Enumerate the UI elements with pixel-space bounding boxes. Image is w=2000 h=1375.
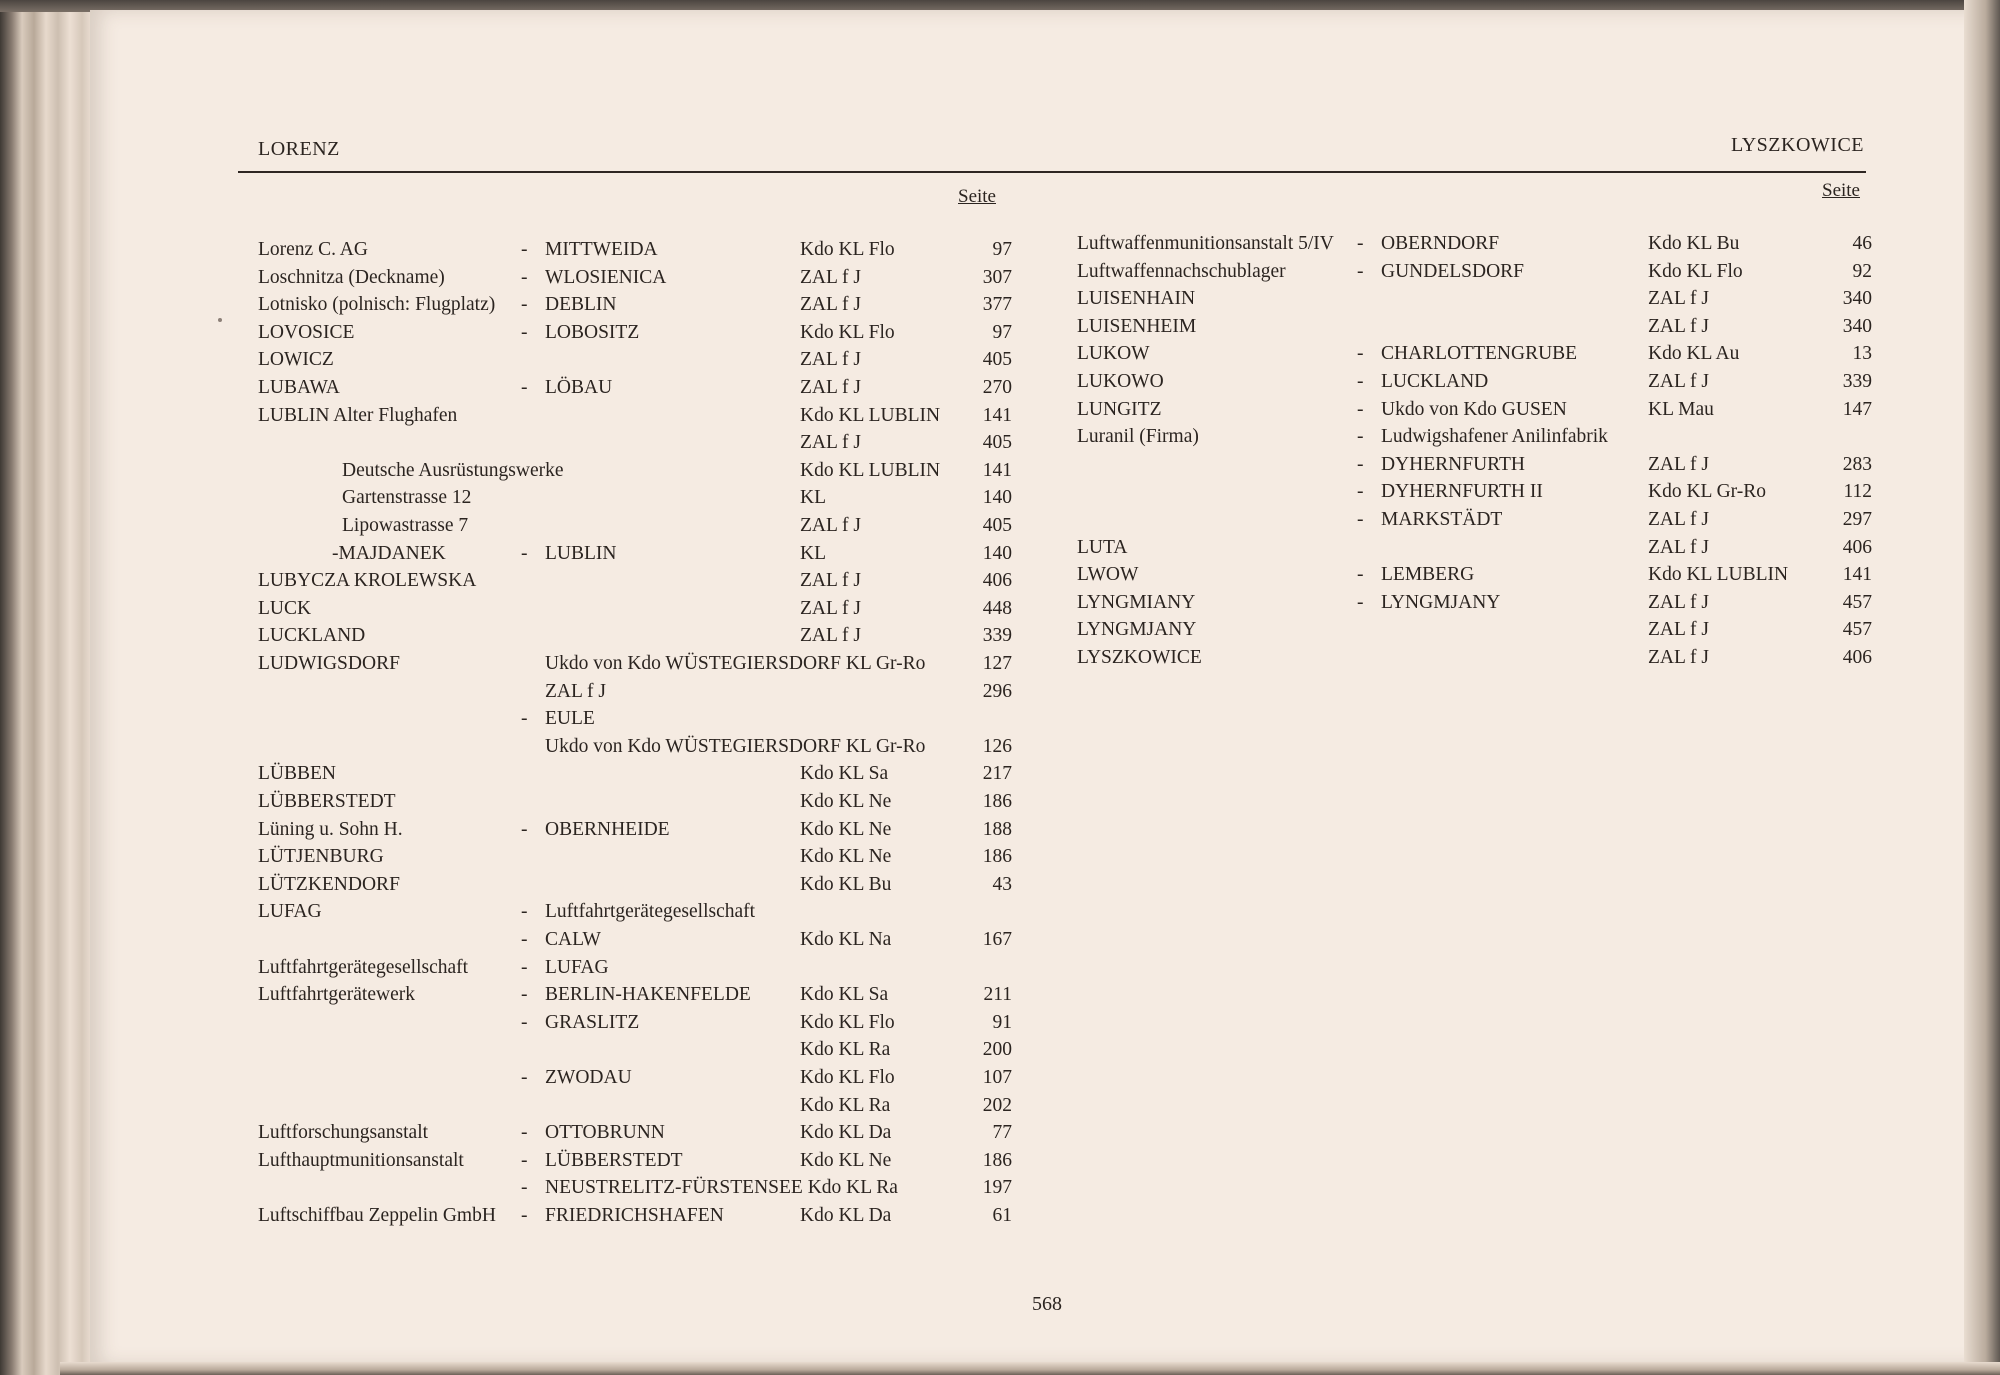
entry-page-number: 217 — [982, 763, 1012, 785]
entry-camp-ref: Kdo KL Na — [800, 929, 892, 950]
entry-dash: - — [521, 239, 528, 260]
entry-dash: - — [521, 377, 528, 398]
entry-page-number: 283 — [1842, 453, 1872, 475]
entry-dash: - — [1357, 233, 1364, 254]
entry-dash: - — [1357, 481, 1364, 503]
entry-page-number: 211 — [983, 984, 1012, 1006]
entry-page-number: 107 — [982, 1067, 1012, 1088]
entry-page-number: 270 — [982, 377, 1012, 398]
entry-page-number: 406 — [1842, 647, 1872, 668]
entry-camp-ref: KL — [800, 487, 826, 509]
entry-camp-ref: ZAL f J — [800, 432, 862, 454]
entry-page-number: 339 — [982, 625, 1012, 647]
entry-name: LYSZKOWICE — [1077, 647, 1202, 668]
entry-name: Luftwaffennachschublager — [1077, 260, 1286, 282]
entry-name: LWOW — [1077, 564, 1139, 586]
entry-page-number: 92 — [1852, 260, 1872, 282]
entry-name: Lufthauptmunitionsanstalt — [258, 1149, 464, 1171]
entry-location: MARKSTÄDT — [1381, 509, 1503, 530]
entry-location: ZAL f J — [545, 680, 607, 702]
entry-dash: - — [521, 1122, 528, 1144]
entry-name: Luranil (Firma) — [1077, 426, 1199, 448]
entry-name: Luftfahrtgerätegesellschaft — [258, 956, 469, 978]
entry-camp-ref: KL — [800, 542, 826, 564]
entry-camp-ref: ZAL f J — [800, 377, 862, 398]
entry-location: OTTOBRUNN — [545, 1122, 665, 1144]
entry-location: Ukdo von Kdo GUSEN — [1381, 398, 1567, 420]
entry-page-number: 340 — [1842, 288, 1872, 310]
entry-location: EULE — [545, 708, 595, 730]
entry-name: LUFAG — [258, 901, 322, 923]
entry-camp-ref: Kdo KL Sa — [800, 763, 889, 785]
entry-page-number: 112 — [1843, 481, 1872, 503]
entry-page-number: 141 — [982, 459, 1012, 481]
entry-page-number: 13 — [1852, 343, 1872, 365]
entry-page-number: 186 — [982, 846, 1012, 868]
entry-page-number: 197 — [982, 1177, 1012, 1199]
entry-page-number: 140 — [982, 487, 1012, 509]
entry-dash: - — [1357, 343, 1364, 365]
entry-dash: - — [1357, 564, 1364, 586]
entry-location: OBERNHEIDE — [545, 818, 670, 840]
entry-camp-ref: ZAL f J — [800, 294, 862, 316]
entry-camp-ref: Kdo KL Au — [1648, 343, 1740, 365]
entry-dash: - — [1357, 371, 1364, 392]
entry-dash: - — [521, 1205, 528, 1226]
entry-page-number: 405 — [982, 349, 1012, 371]
entry-location: Ukdo von Kdo WÜSTEGIERSDORF KL Gr-Ro — [545, 735, 926, 757]
entry-page-number: 339 — [1842, 371, 1872, 392]
seite-label-left: Seite — [958, 186, 996, 207]
entry-camp-ref: Kdo KL Ne — [800, 1149, 892, 1171]
entry-dash: - — [521, 1177, 528, 1199]
entry-page-number: 46 — [1852, 233, 1872, 254]
entry-page-number: 405 — [982, 432, 1012, 454]
entry-name: LUCKLAND — [258, 625, 366, 647]
entry-page-number: 340 — [1842, 315, 1872, 337]
entry-name: LUTA — [1077, 536, 1128, 558]
entry-location: DYHERNFURTH — [1381, 453, 1526, 475]
entry-page-number: 140 — [982, 542, 1012, 564]
entry-camp-ref: Kdo KL Flo — [800, 1067, 895, 1088]
entry-name: LYNGMJANY — [1077, 619, 1197, 641]
entry-name: LUNGITZ — [1077, 398, 1162, 420]
entry-page-number: 77 — [992, 1122, 1012, 1144]
entry-page-number: 307 — [982, 266, 1012, 288]
entry-name: Gartenstrasse 12 — [342, 487, 472, 509]
entry-page-number: 406 — [1842, 536, 1872, 558]
entry-name: Deutsche Ausrüstungswerke — [342, 459, 564, 481]
entry-dash: - — [521, 542, 528, 564]
entry-camp-ref: ZAL f J — [1648, 536, 1710, 558]
entry-camp-ref: Kdo KL Bu — [1648, 233, 1740, 254]
entry-name: LUCK — [258, 597, 312, 619]
seite-label-right: Seite — [1822, 180, 1860, 201]
paper-speck — [218, 318, 222, 322]
entry-camp-ref: Kdo KL LUBLIN — [800, 404, 941, 426]
entry-dash: - — [1357, 260, 1364, 282]
entry-location: Ukdo von Kdo WÜSTEGIERSDORF KL Gr-Ro — [545, 653, 926, 674]
entry-page-number: 200 — [982, 1039, 1012, 1061]
entry-name: Luftforschungsanstalt — [258, 1122, 429, 1144]
entry-page-number: 457 — [1842, 591, 1872, 613]
entry-dash: - — [521, 321, 528, 343]
entry-camp-ref: Kdo KL Ne — [800, 818, 892, 840]
entry-dash: - — [521, 956, 528, 978]
entry-page-number: 43 — [992, 873, 1012, 895]
entry-location: CHARLOTTENGRUBE — [1381, 343, 1578, 365]
entry-name: LUISENHEIM — [1077, 315, 1197, 337]
entry-camp-ref: Kdo KL Ne — [800, 846, 892, 868]
entry-location: OBERNDORF — [1381, 233, 1500, 254]
entry-camp-ref: ZAL f J — [800, 625, 862, 647]
running-header-right: LYSZKOWICE — [1731, 134, 1864, 156]
entry-camp-ref: Kdo KL LUBLIN — [800, 459, 941, 481]
entry-name: LUKOWO — [1077, 371, 1164, 392]
entry-camp-ref: ZAL f J — [800, 515, 862, 536]
entry-location: BERLIN-HAKENFELDE — [545, 984, 751, 1006]
entry-camp-ref: ZAL f J — [800, 349, 862, 371]
entry-camp-ref: Kdo KL Ra — [800, 1039, 891, 1061]
entry-location: ZWODAU — [545, 1067, 632, 1088]
entry-name: LYNGMIANY — [1077, 591, 1196, 613]
entry-dash: - — [521, 294, 528, 316]
book-right-edge — [1964, 0, 2000, 1375]
entry-name: Lipowastrasse 7 — [342, 515, 469, 536]
entry-dash: - — [521, 266, 528, 288]
entry-name: LOVOSICE — [258, 321, 355, 343]
entry-location: GUNDELSDORF — [1381, 260, 1525, 282]
entry-dash: - — [521, 1011, 528, 1033]
entry-dash: - — [521, 818, 528, 840]
entry-dash: - — [521, 901, 528, 923]
entry-page-number: 141 — [1842, 564, 1872, 586]
entry-camp-ref: Kdo KL Flo — [800, 321, 895, 343]
entry-location: LUFAG — [545, 956, 609, 978]
entry-page-number: 61 — [992, 1205, 1012, 1226]
entry-location: MITTWEIDA — [545, 239, 658, 260]
entry-camp-ref: Kdo KL Da — [800, 1122, 892, 1144]
entry-name: Lüning u. Sohn H. — [258, 818, 403, 840]
entry-name: LÜTJENBURG — [258, 846, 384, 868]
entry-dash: - — [1357, 453, 1364, 475]
entry-camp-ref: ZAL f J — [800, 266, 862, 288]
entry-name: Lotnisko (polnisch: Flugplatz) — [258, 294, 496, 316]
entry-location: LEMBERG — [1381, 564, 1475, 586]
header-rule — [238, 171, 1866, 173]
book-page-edges — [0, 0, 95, 1375]
entry-name: Luftwaffenmunitionsanstalt 5/IV — [1077, 233, 1334, 254]
entry-page-number: 377 — [982, 294, 1012, 316]
entry-dash: - — [1357, 426, 1364, 448]
entry-camp-ref: ZAL f J — [1648, 315, 1710, 337]
entry-name: LUDWIGSDORF — [258, 653, 400, 674]
entry-camp-ref: ZAL f J — [1648, 453, 1710, 475]
entry-location: DEBLIN — [545, 294, 617, 316]
entry-dash: - — [1357, 509, 1364, 530]
entry-page-number: 141 — [982, 404, 1012, 426]
entry-camp-ref: Kdo KL Bu — [800, 873, 892, 895]
entry-name: Lorenz C. AG — [258, 239, 368, 260]
entry-name: LUKOW — [1077, 343, 1150, 365]
entry-page-number: 405 — [982, 515, 1012, 536]
entry-name: LÜTZKENDORF — [258, 873, 400, 895]
entry-location: WLOSIENICA — [545, 266, 667, 288]
entry-camp-ref: Kdo KL Gr-Ro — [1648, 481, 1767, 503]
entry-location: DYHERNFURTH II — [1381, 481, 1543, 503]
entry-camp-ref: ZAL f J — [1648, 591, 1710, 613]
entry-location: FRIEDRICHSHAFEN — [545, 1205, 724, 1226]
entry-dash: - — [521, 1067, 528, 1088]
entry-page-number: 186 — [982, 791, 1012, 812]
entry-camp-ref: ZAL f J — [1648, 619, 1710, 641]
entry-location: Ludwigshafener Anilinfabrik — [1381, 426, 1608, 448]
entry-name: Luftfahrtgerätewerk — [258, 984, 415, 1006]
entry-camp-ref: Kdo KL Sa — [800, 984, 889, 1006]
entry-page-number: 167 — [982, 929, 1012, 950]
entry-location: LÖBAU — [545, 377, 613, 398]
entry-page-number: 406 — [982, 570, 1012, 592]
entry-name: Luftschiffbau Zeppelin GmbH — [258, 1205, 496, 1226]
entry-page-number: 97 — [992, 239, 1012, 260]
entry-camp-ref: ZAL f J — [1648, 509, 1710, 530]
entry-location: GRASLITZ — [545, 1011, 640, 1033]
entry-name: LUISENHAIN — [1077, 288, 1196, 310]
entry-location: NEUSTRELITZ-FÜRSTENSEE Kdo KL Ra — [545, 1177, 898, 1199]
entry-page-number: 457 — [1842, 619, 1872, 641]
entry-name: LUBYCZA KROLEWSKA — [258, 570, 477, 592]
entry-name: Loschnitza (Deckname) — [258, 266, 445, 288]
entry-location: LUCKLAND — [1381, 371, 1489, 392]
entry-location: CALW — [545, 929, 601, 950]
entry-camp-ref: Kdo KL LUBLIN — [1648, 564, 1789, 586]
entry-page-number: 448 — [982, 597, 1012, 619]
entry-name: LUBLIN Alter Flughafen — [258, 404, 458, 426]
entry-camp-ref: Kdo KL Ra — [800, 1094, 891, 1116]
entry-location: LÜBBERSTEDT — [545, 1149, 683, 1171]
entry-location: LOBOSITZ — [545, 321, 640, 343]
entry-page-number: 126 — [982, 735, 1012, 757]
book-bottom-edge — [60, 1362, 2000, 1375]
entry-name: LÜBBEN — [258, 763, 336, 785]
entry-camp-ref: KL Mau — [1648, 398, 1714, 420]
entry-camp-ref: Kdo KL Ne — [800, 791, 892, 812]
entry-dash: - — [521, 984, 528, 1006]
entry-name: LUBAWA — [258, 377, 340, 398]
entry-location: LUBLIN — [545, 542, 617, 564]
entry-camp-ref: ZAL f J — [1648, 371, 1710, 392]
entry-page-number: 147 — [1842, 398, 1872, 420]
entry-dash: - — [521, 1149, 528, 1171]
entry-page-number: 186 — [982, 1149, 1012, 1171]
entry-page-number: 188 — [982, 818, 1012, 840]
entry-name: LÜBBERSTEDT — [258, 791, 396, 812]
entry-camp-ref: ZAL f J — [1648, 288, 1710, 310]
entry-name: -MAJDANEK — [332, 542, 446, 564]
entry-page-number: 202 — [982, 1094, 1012, 1116]
entry-dash: - — [521, 708, 528, 730]
entry-location: Luftfahrtgerätegesellschaft — [545, 901, 756, 923]
entry-camp-ref: Kdo KL Flo — [1648, 260, 1743, 282]
running-header-left: LORENZ — [258, 138, 340, 160]
entry-camp-ref: Kdo KL Flo — [800, 1011, 895, 1033]
page-number: 568 — [1032, 1293, 1062, 1315]
entry-page-number: 296 — [982, 680, 1012, 702]
entry-page-number: 297 — [1842, 509, 1872, 530]
entry-name: LOWICZ — [258, 349, 334, 371]
entry-camp-ref: ZAL f J — [800, 597, 862, 619]
entry-page-number: 127 — [982, 653, 1012, 674]
entry-camp-ref: ZAL f J — [1648, 647, 1710, 668]
entry-page-number: 97 — [992, 321, 1012, 343]
entry-dash: - — [1357, 591, 1364, 613]
entry-page-number: 91 — [992, 1011, 1012, 1033]
entry-dash: - — [1357, 398, 1364, 420]
entry-camp-ref: Kdo KL Flo — [800, 239, 895, 260]
entry-camp-ref: Kdo KL Da — [800, 1205, 892, 1226]
entry-camp-ref: ZAL f J — [800, 570, 862, 592]
entry-dash: - — [521, 929, 528, 950]
entry-location: LYNGMJANY — [1381, 591, 1501, 613]
